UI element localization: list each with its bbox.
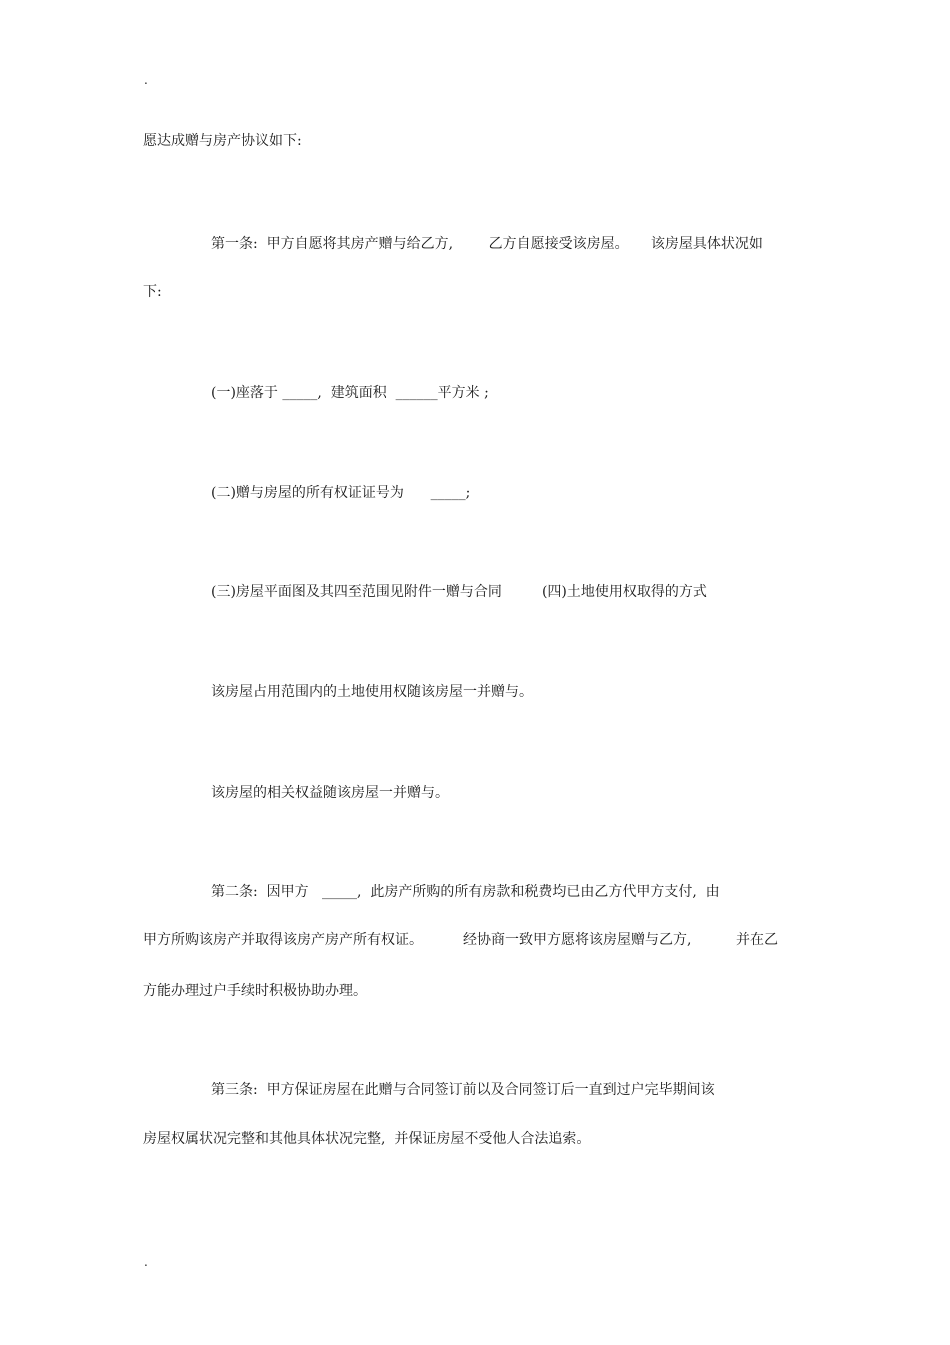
article3-line1: 第三条: 甲方保证房屋在此赠与合同签订前以及合同签订后一直到过户完毕期间该 (211, 1082, 715, 1098)
intro-text: 愿达成赠与房产协议如下: (143, 133, 302, 149)
item3-text: (三)房屋平面图及其四至范围见附件一赠与合同 (四)土地使用权取得的方式 (211, 584, 707, 600)
article1-line2: 下: (143, 284, 162, 300)
article1-line1: 第一条: 甲方自愿将其房产赠与给乙方, 乙方自愿接受该房屋。 该房屋具体状况如 (211, 236, 763, 252)
article2-line3: 方能办理过户手续时积极协助办理。 (143, 983, 367, 999)
footer-mark: . (144, 1255, 148, 1269)
land-use-paragraph: 该房屋占用范围内的土地使用权随该房屋一并赠与。 (211, 684, 533, 700)
article2-line2: 甲方所购该房产并取得该房产房产所有权证。 经协商一致甲方愿将该房屋赠与乙方, 并在乙 (143, 932, 779, 948)
article2-line1: 第二条: 因甲方 _____, 此房产所购的所有房款和税费均已由乙方代甲方支付, 由 (211, 884, 720, 900)
rights-paragraph: 该房屋的相关权益随该房屋一并赠与。 (211, 785, 449, 801)
item2-text: (二)赠与房屋的所有权证证号为 _____; (211, 485, 471, 501)
article3-line2: 房屋权属状况完整和其他具体状况完整, 并保证房屋不受他人合法追索。 (143, 1131, 591, 1147)
header-mark: . (144, 73, 148, 87)
item1-text: (一)座落于 _____, 建筑面积 ______平方米 ; (211, 385, 489, 401)
